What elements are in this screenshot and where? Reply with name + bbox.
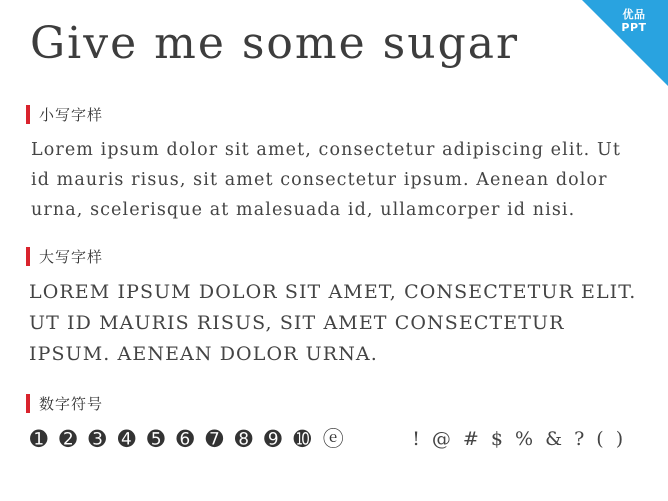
section-header-digits [26,392,638,414]
section-uppercase [26,245,638,370]
ribbon-label-line1: 优品 [622,8,646,21]
sample-symbols: ! @ # $ % & ? ( ) [412,428,627,450]
section-accent-bar [26,247,30,266]
section-label: 大写字样 [39,247,104,266]
section-lowercase [26,103,638,225]
section-accent-bar [26,105,30,124]
corner-ribbon [582,0,668,86]
section-label: 数字符号 [39,394,104,413]
section-header-lowercase [26,103,638,125]
ribbon-label-line2: PPT [621,21,647,34]
section-digits-symbols [26,392,638,454]
ribbon-label [606,8,662,34]
sample-text-uppercase: LOREM IPSUM DOLOR SIT AMET, CONSECTETUR ELIT. UT ID MAURIS RISUS, SIT AMET CONSECTETUR IPSUM. AENEAN DOLOR URNA. [29,281,637,365]
section-accent-bar [26,394,30,413]
section-header-uppercase [26,245,638,267]
page-title: Give me some sugar [30,18,520,69]
glyph-row [26,424,638,454]
section-label: 小写字样 [39,105,104,124]
sample-text-lowercase: Lorem ipsum dolor sit amet, consectetur adipiscing elit. Ut id mauris risus, sit amet consectetur ipsum. Aenean dolor urna, scelerisque at malesuada id, ullamcorper id nisi. [31,140,621,220]
sample-digits: ➊ ➋ ➌ ➍ ➎ ➏ ➐ ➑ ➒ ➓ ⓔ [30,427,347,451]
